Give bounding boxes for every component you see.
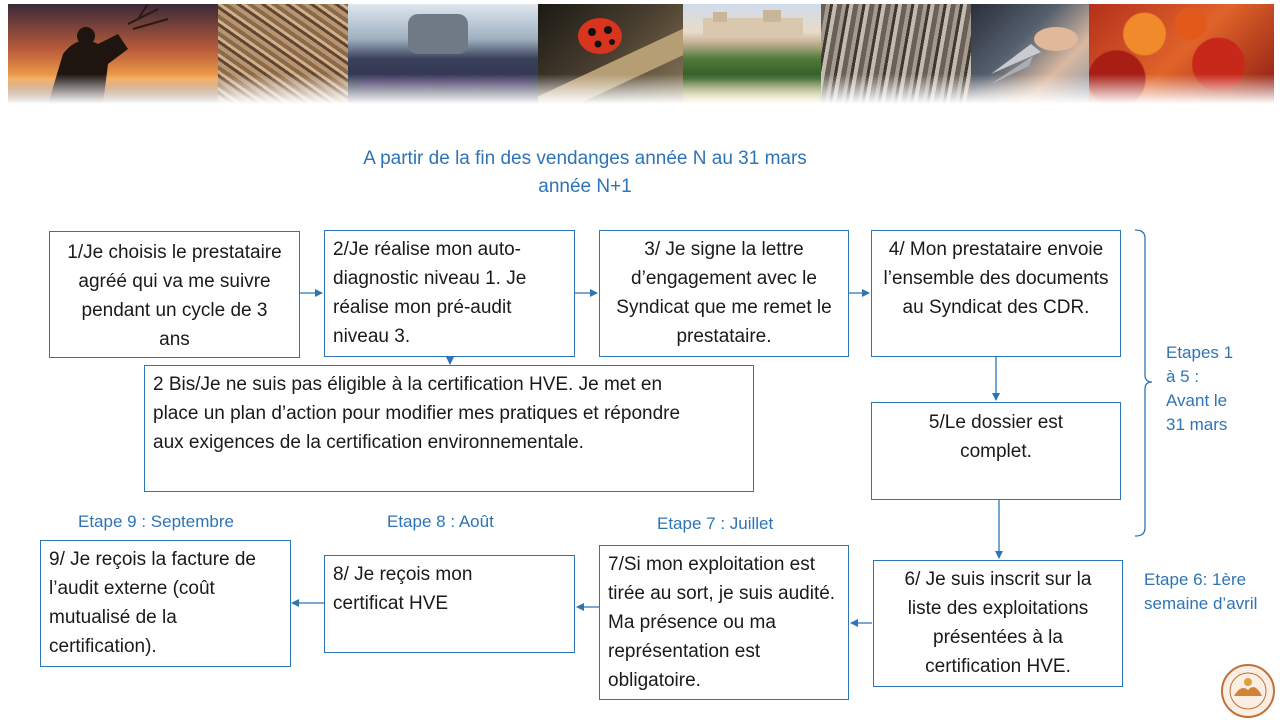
- label-etape-7: Etape 7 : Juillet: [657, 514, 774, 533]
- step-4-box: 4/ Mon prestataire envoie l’ensemble des documents au Syndicat des CDR.: [871, 230, 1121, 357]
- step-9-box: 9/ Je reçois la facture de l’audit externe (coût mutualisé de la certification).: [40, 540, 291, 667]
- step-7-box: 7/Si mon exploitation est tirée au sort, je suis audité. Ma présence ou ma représentation est obligatoire.: [599, 545, 849, 700]
- step-2-box: 2/Je réalise mon auto-diagnostic niveau 1. Je réalise mon pré-audit niveau 3.: [324, 230, 575, 357]
- timeline-title: A partir de la fin des vendanges année N au 31 mars année N+1: [363, 148, 807, 197]
- bracket-etapes-1-5: [1135, 230, 1152, 536]
- label-etape-8: Etape 8 : Août: [387, 512, 494, 531]
- step-2bis-box: 2 Bis/Je ne suis pas éligible à la certification HVE. Je met en place un plan d’action pour modifier mes pratiques et répondre aux exigences de la certification environnementale.: [144, 365, 754, 492]
- label-etape-9: Etape 9 : Septembre: [78, 512, 234, 531]
- step-5-box: 5/Le dossier est complet.: [871, 402, 1121, 500]
- label-etape-6: Etape 6: 1ère semaine d’avril: [1144, 570, 1258, 613]
- label-etapes-1-5: Etapes 1 à 5 : Avant le 31 mars: [1166, 343, 1234, 434]
- step-8-box: 8/ Je reçois mon certificat HVE: [324, 555, 575, 653]
- certification-logo-icon: [1219, 664, 1277, 718]
- step-6-box: 6/ Je suis inscrit sur la liste des exploitations présentées à la certification HVE.: [873, 560, 1123, 687]
- step-3-box: 3/ Je signe la lettre d’engagement avec le Syndicat que me remet le prestataire.: [599, 230, 849, 357]
- step-1-box: 1/Je choisis le prestataire agréé qui va me suivre pendant un cycle de 3 ans: [49, 231, 300, 358]
